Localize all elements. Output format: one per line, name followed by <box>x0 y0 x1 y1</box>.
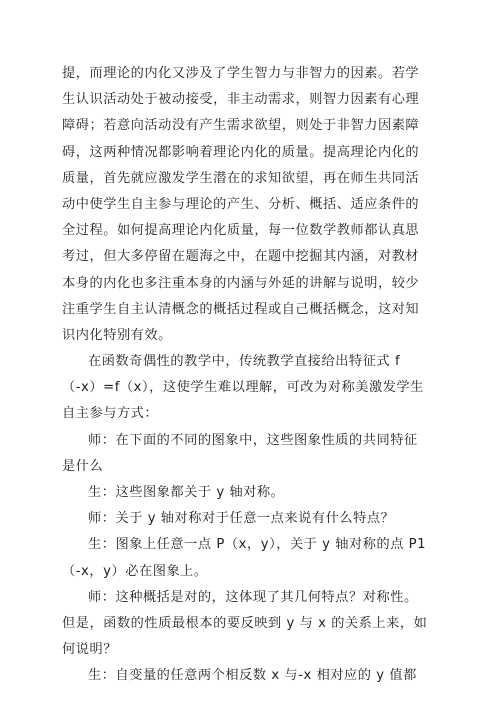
text-line: 提，而理论的内化又涉及了学生智力与非智力的因素。若学 <box>62 66 420 81</box>
text-line: 师：这种概括是对的，这体现了其几何特点？对称性。 <box>88 589 418 605</box>
text-line: 何说明？ <box>62 642 117 658</box>
text-line: 自主参与方式： <box>62 406 159 422</box>
text-line: 障碍；若意向活动没有产生需求欲望，则处于非智力因素障 <box>62 118 420 134</box>
text-line: （-x，y）必在图象上。 <box>62 563 208 579</box>
text-line: 生认识活动处于被动接受，非主动需求，则智力因素有心理 <box>62 92 420 108</box>
text-line: 师：关于 y 轴对称对于任意一点来说有什么特点？ <box>88 511 395 527</box>
text-line: 碍，这两种情况都影响着理论内化的质量。提高理论内化的 <box>62 144 420 160</box>
text-line: 是什么 <box>62 458 104 474</box>
text-line: 师：在下面的不同的图象中，这些图象性质的共同特征 <box>88 432 418 448</box>
text-line: 但是，函数的性质最根本的要反映到 y 与 x 的关系上来，如 <box>62 615 428 631</box>
text-line: 生：图象上任意一点 P（x，y），关于 y 轴对称的点 P1 <box>88 537 427 553</box>
text-line: 全过程。如何提高理论内化质量，每一位数学教师都认真思 <box>62 223 420 239</box>
text-line: 识内化特别有效。 <box>62 327 172 343</box>
text-line: 本身的内化也多注重本身的内涵与外延的讲解与说明，较少 <box>62 275 420 291</box>
body-text <box>62 61 438 690</box>
text-line: 注重学生自主认清概念的概括过程或自己概括概念，这对知 <box>62 301 420 317</box>
text-line: （-x）=f（x），这使学生难以理解，可改为对称美激发学生 <box>62 380 424 396</box>
text-line: 考过，但大多停留在题海之中，在题中挖掘其内涵，对教材 <box>62 249 420 265</box>
text-line: 动中使学生自主参与理论的产生、分析、概括、适应条件的 <box>62 196 420 212</box>
text-line: 在函数奇偶性的教学中，传统教学直接给出特征式 f <box>88 354 401 370</box>
text-line: 质量，首先就应激发学生潜在的求知欲望，再在师生共同活 <box>62 170 420 186</box>
text-line: 生：自变量的任意两个相反数 x 与-x 相对应的 y 值都 <box>88 668 417 684</box>
text-line: 生：这些图象都关于 y 轴对称。 <box>88 485 285 500</box>
